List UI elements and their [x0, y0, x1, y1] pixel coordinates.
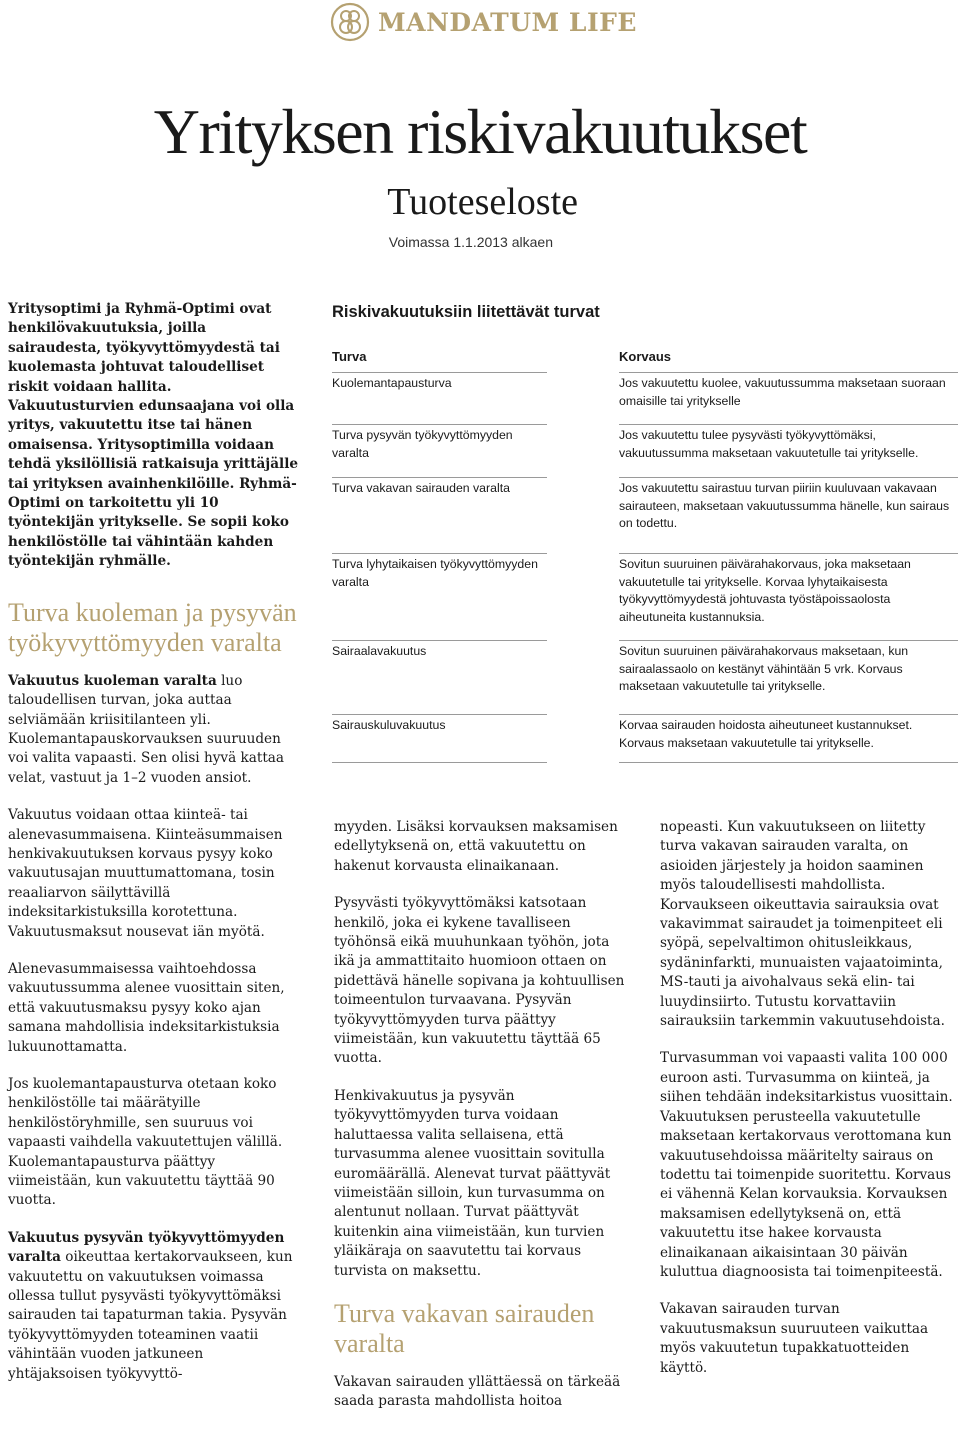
validity-date: Voimassa 1.1.2013 alkaen — [388, 234, 553, 250]
paragraph-text: luo taloudellisen turvan, joka auttaa selviämään kriisitilanteen yli. Kuolemantapauskorvauksen suuruuden voi valita vapaasti. Sen olisi hyvä kattaa velat, vastuut ja 1–2 vuoden ansiot. — [8, 672, 284, 786]
paragraph: Pysyvästi työkyvyttömäksi katsotaan henkilö, joka ei kykene tavalliseen työhönsä eikä muuhunkaan työhön, jota ikä ja ammattitaito huomioon ottaen on pidettävä hänelle sopivana ja kohtuullisen toimeentulon turvaavana. Pysyvän työkyvyttömyyden turva päättyy viimeistään, kun vakuutettu täyttää 65 vuotta. — [334, 895, 625, 1067]
table-row — [332, 641, 958, 715]
bold-lead: Vakuutus pysyvän työkyvyttömyyden varalta — [8, 1229, 285, 1266]
table-row — [332, 715, 958, 763]
korvaus-cell: Jos vakuutettu sairastuu turvan piiriin kuuluvaan vakavaan sairauteen, maksetaan vakuutussumma hänelle, kun sairaus on todettu. — [619, 478, 958, 554]
table-row — [332, 478, 958, 554]
paragraph: Henkivakuutus ja pysyvän työkyvyttömyyden turva voidaan haluttaessa valita sellaisena, että turvasumma alenee vuosittain sovitulla euromäärällä. Alenevat turvat päättyvät viimeistään silloin, kun turvasumma on alentunut nollaan. Turvat päättyvät kuitenkin aina viimeistään, kun turvien yläikäraja on saavutettu tai korvaus turvista on maksettu. — [334, 1087, 611, 1279]
korvaus-cell: Jos vakuutettu tulee pysyvästi työkyvyttömäksi, vakuutussumma maksetaan vakuutetulle tai yritykselle. — [619, 425, 958, 478]
paragraph — [8, 672, 298, 788]
korvaus-cell: Jos vakuutettu kuolee, vakuutussumma maksetaan suoraan omaisille tai yritykselle — [619, 373, 958, 425]
paragraph: myyden. Lisäksi korvauksen maksamisen edellytyksenä on, että vakuutettu on hakenut korvausta elinaikanaan. — [334, 819, 618, 874]
coverage-table — [332, 346, 958, 763]
column-header-turva: Turva — [332, 346, 547, 373]
korvaus-cell: Sovitun suuruinen päivärahakorvaus, joka maksetaan vakuutetulle tai yritykselle. Korvaa lyhytaikaisesta työkyvyttömyydestä johtuvasta työstäpoissaolosta aiheutuneita kustannuksia. — [619, 554, 958, 641]
table-row — [332, 373, 958, 425]
table-header-row — [332, 346, 958, 373]
paragraph: Vakavan sairauden yllättäessä on tärkeää saada parasta mahdollista hoitoa — [334, 1373, 621, 1410]
turva-cell: Turva lyhytaikaisen työkyvyttömyyden varalta — [332, 554, 547, 641]
bold-lead: Vakuutus kuoleman varalta — [8, 672, 217, 689]
paragraph-text: oikeuttaa kertakorvaukseen, kun vakuutettu on vakuutuksen voimassa ollessa tullut pysyvästi työkyvyttömäksi sairauden tai tapaturman takia. Pysyvän työkyvyttömyyden toteaminen vaatii vähintään vuoden jatkuneen yhtäjaksoisen työkyvyttö- — [8, 1249, 293, 1382]
page-title: Yrityksen riskivakuutukset — [153, 96, 807, 167]
paragraph — [8, 1229, 298, 1384]
section-heading-death-disability: Turva kuoleman ja pysyvän työkyvyttömyyden varalta — [8, 597, 297, 657]
table-row — [332, 425, 958, 478]
intro-paragraph: Yritysoptimi ja Ryhmä-Optimi ovat henkilövakuutuksia, joilla sairaudesta, työkyvyttömyydestä tai kuolemasta johtuvat taloudelliset riskit voidaan hallita. Vakuutusturvien edunsaajana voi olla yritys, vakuutettu itse tai hänen omaisensa. Yritysoptimilla voidaan tehdä yksilöllisiä ratkaisuja yrittäjälle tai yrityksen avainhenkilöille. Ryhmä-Optimi on tarkoitettu yli 10 työntekijän yritykselle. Se sopii koko henkilöstölle tai vähintään kahden työntekijän ryhmälle. — [8, 301, 299, 570]
turva-cell: Sairauskuluvakuutus — [332, 715, 547, 763]
paragraph: nopeasti. Kun vakuutukseen on liitetty turva vakavan sairauden varalta, on asioiden järjestely ja hoidon saaminen myös taloudellisesti mahdollista. Korvaukseen oikeuttavia sairauksia ovat vakavimmat sairaudet ja toimenpiteet eli syöpä, sepelvaltimon ohitusleikkaus, sydäninfarkti, munuaisten vajaatoiminta, MS-tauti ja aivohalvaus sekä elin- tai luuydinsiirto. Tutustu korvattaviin sairauksiin tarkemmin vakuutusehdoista. — [660, 819, 945, 1030]
coverage-table-title: Riskivakuutuksiin liitettävät turvat — [332, 303, 600, 321]
table-row — [332, 554, 958, 641]
page-subtitle: Tuoteseloste — [387, 181, 578, 223]
turva-cell: Turva pysyvän työkyvyttömyyden varalta — [332, 425, 547, 478]
section-heading-serious-illness: Turva vakavan sairauden varalta — [334, 1298, 595, 1358]
left-column — [8, 300, 298, 1402]
paragraph: Turvasumman voi vapaasti valita 100 000 euroon asti. Turvasumma on kiinteä, ja siihen tehdään indeksitarkistus vuosittain. Vakuutuksen perusteella vakuutetulle maksetaan kertakorvaus verottomana kun vakuutusehdoissa määritelty sairaus on todettu tai toimenpide suoritettu. Korvaus ei vähennä Kelan korvauksia. Korvauksen maksamisen edellytyksenä on, että vakuutettu itse hakee korvausta elinaikanaan aikaisintaan 30 päivän kuluttua diagnoosista tai toimenpiteestä. — [660, 1050, 953, 1280]
mandatum-emblem-icon — [330, 2, 370, 42]
paragraph: Alenevasummaisessa vaihtoehdossa vakuutussumma alenee vuosittain siten, että vakuutusmaksu pysyy koko ajan samana mahdollisia indeksitarkistuksia lukuunottamatta. — [8, 960, 285, 1055]
turva-cell: Sairaalavakuutus — [332, 641, 547, 715]
paragraph: Vakavan sairauden turvan vakuutusmaksun suuruuteen vaikuttaa myös vakuutetun tupakkatuotteiden käyttö. — [660, 1301, 929, 1376]
brand-name: MANDATUM LIFE — [378, 7, 637, 37]
turva-cell: Kuolemantapausturva — [332, 373, 547, 425]
paragraph: Vakuutus voidaan ottaa kiinteä- tai alenevasummaisena. Kiinteäsummaisen henkivakuutuksen korvaus pysyy koko vakuutusajan muuttumattomana, tosin reaaliarvon säilyttävillä indeksitarkistuksilla korotettuna. Vakuutusmaksut nousevat iän myötä. — [8, 807, 283, 940]
paragraph: Jos kuolemantapausturva otetaan koko henkilöstölle tai määrätyille henkilöstöryhmille, sen suuruus voi vapaasti vaihdella vakuutettujen välillä. Kuolemantapausturva päättyy viimeistään, kun vakuutettu täyttää 90 vuotta. — [8, 1076, 283, 1209]
column-header-korvaus: Korvaus — [619, 346, 958, 373]
korvaus-cell: Korvaa sairauden hoidosta aiheutuneet kustannukset. Korvaus maksetaan vakuutetulle tai yritykselle. — [619, 715, 958, 763]
korvaus-cell: Sovitun suuruinen päivärahakorvaus maksetaan, kun sairaalassaolo on kestänyt vähintään 5 vrk. Korvaus maksetaan vakuutetulle tai yritykselle. — [619, 641, 958, 715]
right-column — [660, 818, 954, 1396]
turva-cell: Turva vakavan sairauden varalta — [332, 478, 547, 554]
brand-logo — [330, 2, 637, 42]
middle-column — [334, 818, 626, 1430]
